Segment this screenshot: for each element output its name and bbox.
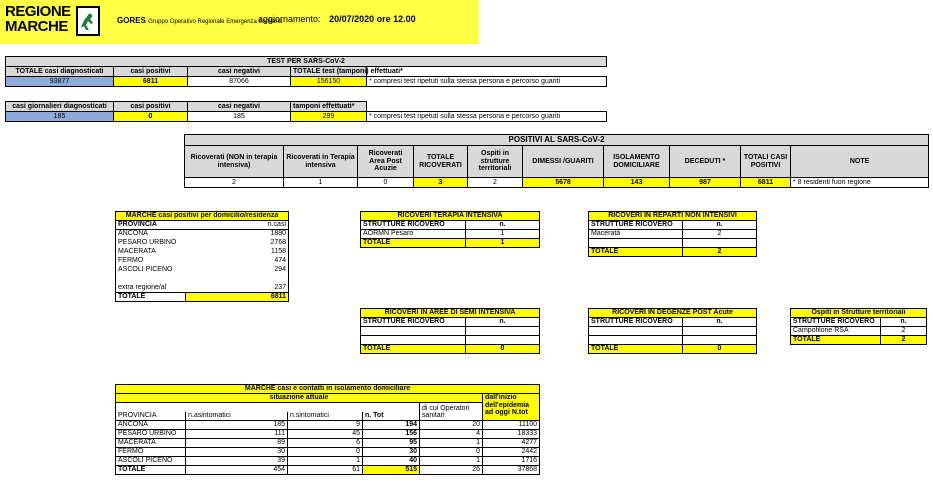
positivi-col-non-intensive: Ricoverati (NON in terapia intensiva): [185, 146, 284, 178]
non-intensive-col-structure: STRUTTURE RICOVERO: [589, 221, 683, 230]
province-total-value: 6811: [186, 293, 289, 302]
isolation-row-total: 30: [363, 448, 420, 457]
isolation-row-name: PESARO URBINO: [116, 430, 186, 439]
org-long: Gruppo Operativo Regionale Emergenza Sanitaria: [148, 19, 283, 25]
semi-intensive-table: [360, 308, 540, 354]
territorial-title: Ospiti in Strutture territoriali: [791, 309, 927, 318]
daily-col-total: casi giornalieri diagnosticati: [6, 102, 114, 112]
semi-intensive-total-label: TOTALE: [361, 345, 466, 354]
non-intensive-title: RICOVERI IN REPARTI NON INTENSIVI: [589, 212, 757, 221]
post-acute-total-value: 0: [683, 345, 757, 354]
territorial-total-value: 2: [881, 336, 927, 345]
positivi-val-total-hosp: 3: [414, 178, 468, 188]
daily-col-swabs: tamponi effettuati*: [291, 102, 367, 112]
non-intensive-total-value: 2: [683, 248, 757, 257]
isolation-row-name: FERMO: [116, 448, 186, 457]
test-col-positive: casi positivi: [114, 67, 188, 77]
update-value: 20/07/2020 ore 12.00: [329, 14, 416, 24]
post-acute-total-label: TOTALE: [589, 345, 683, 354]
positivi-col-total-hosp: TOTALE RICOVERATI: [414, 146, 468, 178]
positivi-val-non-intensive: 2: [185, 178, 284, 188]
test-val-swabs: 156150: [291, 77, 367, 87]
non-intensive-table: [588, 211, 757, 257]
province-row-value: 1880: [186, 230, 289, 239]
positivi-col-total-positive: TOTALI CASI POSITIVI: [741, 146, 791, 178]
isolation-row-since-start: 4277: [483, 439, 540, 448]
isolation-subtitle: situazione attuale: [116, 394, 483, 403]
territorial-row-name: Campofilone RSA: [791, 327, 881, 336]
isolation-col-since-start: dall'inizio dell'epidemia ad oggi N.tot: [483, 394, 540, 421]
province-row-name: PESARO URBINO: [116, 239, 186, 248]
territorial-total-label: TOTALE: [791, 336, 881, 345]
table-row: [116, 448, 540, 457]
non-intensive-total-label: TOTALE: [589, 248, 683, 257]
update-info: [258, 14, 416, 24]
ti-table: [360, 211, 540, 248]
isolation-col-total: n. Tot: [363, 412, 420, 421]
province-row-value: 294: [186, 266, 289, 275]
semi-intensive-title: RICOVERI IN AREE DI SEMI INTENSIVA: [361, 309, 540, 318]
positivi-val-intensive: 1: [284, 178, 358, 188]
isolation-col-asymptomatic: n.asintomatici: [186, 412, 288, 421]
isolation-row-asymptomatic: 39: [186, 457, 288, 466]
isolation-row-asymptomatic: 30: [186, 448, 288, 457]
positivi-col-deceased: DECEDUTI *: [670, 146, 741, 178]
table-row: [116, 430, 540, 439]
daily-val-positive: 0: [114, 112, 188, 122]
isolation-row-symptomatic: 1: [288, 457, 363, 466]
region-logo: [5, 4, 75, 34]
daily-col-negative: casi negativi: [188, 102, 291, 112]
isolation-row-asymptomatic: 185: [186, 421, 288, 430]
update-label: aggiornamento:: [258, 14, 321, 24]
positivi-val-post-acute: 0: [358, 178, 414, 188]
logo-line-2: MARCHE: [5, 18, 68, 35]
province-table: [115, 211, 289, 302]
isolation-row-operators: 20: [420, 421, 483, 430]
test-val-total: 93877: [6, 77, 114, 87]
territorial-col-structure: STRUTTURE RICOVERO: [791, 318, 881, 327]
isolation-table: [115, 384, 540, 475]
province-row-name: FERMO: [116, 257, 186, 266]
positivi-col-notes: NOTE: [791, 146, 929, 178]
isolation-col-province: PROVINCIA: [116, 412, 186, 421]
table-row: [116, 457, 540, 466]
isolation-total-operators: 26: [420, 466, 483, 475]
isolation-total-asymptomatic: 454: [186, 466, 288, 475]
post-acute-col-n: n.: [683, 318, 757, 327]
test-note: * compresi test ripetuti sulla stessa persona e percorso guariti: [367, 77, 607, 87]
positivi-col-territorial: Ospiti in strutture territoriali: [468, 146, 523, 178]
positivi-val-deceased: 987: [670, 178, 741, 188]
daily-note: * compresi test ripetuti sulla stessa persona e percorso guariti: [367, 112, 607, 122]
test-col-swabs: TOTALE test (tamponi) effettuati*: [291, 67, 367, 77]
isolation-row-since-start: 18333: [483, 430, 540, 439]
isolation-total-symptomatic: 61: [288, 466, 363, 475]
test-col-total: TOTALE casi diagnosticati: [6, 67, 114, 77]
positivi-title: POSITIVI AL SARS-CoV-2: [185, 135, 929, 146]
isolation-total-name: TOTALE: [116, 466, 186, 475]
province-total-label: TOTALE: [116, 293, 186, 302]
isolation-row-symptomatic: 45: [288, 430, 363, 439]
test-table: [5, 56, 607, 87]
isolation-row-since-start: 1716: [483, 457, 540, 466]
isolation-row-total: 95: [363, 439, 420, 448]
isolation-row-total: 156: [363, 430, 420, 439]
positivi-val-home-isolation: 143: [604, 178, 670, 188]
ti-row-value: 1: [466, 230, 540, 239]
isolation-row-operators: 1: [420, 439, 483, 448]
post-acute-title: RICOVERI IN DEGENZE POST Acute: [589, 309, 757, 318]
org-short: GORES: [117, 16, 146, 25]
province-col-cases: n.casi: [186, 221, 289, 230]
isolation-row-name: ASCOLI PICENO: [116, 457, 186, 466]
region-emblem-icon: [76, 6, 100, 36]
positivi-col-post-acute: Ricoverati Area Post Acuzie: [358, 146, 414, 178]
positivi-val-territorial: 2: [468, 178, 523, 188]
isolation-row-asymptomatic: 89: [186, 439, 288, 448]
positivi-table: [184, 134, 929, 188]
isolation-row-operators: 1: [420, 457, 483, 466]
semi-intensive-total-value: 0: [466, 345, 540, 354]
table-row-total: [116, 466, 540, 475]
test-val-positive: 6811: [114, 77, 188, 87]
positivi-col-home-isolation: ISOLAMENTO DOMICILIARE: [604, 146, 670, 178]
isolation-total-since-start: 37868: [483, 466, 540, 475]
isolation-row-symptomatic: 9: [288, 421, 363, 430]
post-acute-table: [588, 308, 757, 354]
semi-intensive-col-n: n.: [466, 318, 540, 327]
test-title: TEST PER SARS-CoV-2: [6, 57, 607, 67]
isolation-row-total: 40: [363, 457, 420, 466]
daily-col-positive: casi positivi: [114, 102, 188, 112]
semi-intensive-col-structure: STRUTTURE RICOVERO: [361, 318, 466, 327]
non-intensive-col-n: n.: [683, 221, 757, 230]
ti-total-label: TOTALE: [361, 239, 466, 248]
isolation-col-symptomatic: n.sintomatici: [288, 412, 363, 421]
ti-title: RICOVERI TERAPIA INTENSIVA: [361, 212, 540, 221]
isolation-row-symptomatic: 0: [288, 448, 363, 457]
province-row-name: MACERATA: [116, 248, 186, 257]
header-banner: [0, 0, 479, 44]
province-extra-value: 237: [186, 284, 289, 293]
isolation-row-since-start: 11100: [483, 421, 540, 430]
territorial-col-n: n.: [881, 318, 927, 327]
isolation-row-operators: 4: [420, 430, 483, 439]
non-intensive-row-name: Macerata: [589, 230, 683, 239]
positivi-col-intensive: Ricoverati in Terapia intensiva: [284, 146, 358, 178]
territorial-table: [790, 308, 927, 345]
logo-line-1: REGIONE: [5, 3, 71, 20]
daily-val-total: 185: [6, 112, 114, 122]
ti-row-name: AORMN Pesaro: [361, 230, 466, 239]
ti-col-structure: STRUTTURE RICOVERO: [361, 221, 466, 230]
province-extra-label: extra regione/al: [116, 284, 186, 293]
isolation-row-operators: 0: [420, 448, 483, 457]
province-row-value: 1158: [186, 248, 289, 257]
isolation-row-symptomatic: 6: [288, 439, 363, 448]
isolation-row-asymptomatic: 111: [186, 430, 288, 439]
table-row: [116, 421, 540, 430]
daily-table: [5, 101, 607, 122]
isolation-row-name: MACERATA: [116, 439, 186, 448]
province-row-value: 474: [186, 257, 289, 266]
province-col-province: PROVINCIA: [116, 221, 186, 230]
positivi-val-total-positive: 6811: [741, 178, 791, 188]
positivi-val-notes: * 8 residenti fuori regione: [791, 178, 929, 188]
ti-col-n: n.: [466, 221, 540, 230]
test-col-negative: casi negativi: [188, 67, 291, 77]
isolation-total-total: 515: [363, 466, 420, 475]
province-row-name: ASCOLI PICENO: [116, 266, 186, 275]
positivi-col-recovered: DIMESSI /GUARITI: [523, 146, 604, 178]
province-row-value: 2768: [186, 239, 289, 248]
non-intensive-row-value: 2: [683, 230, 757, 239]
province-row-name: ANCONA: [116, 230, 186, 239]
isolation-row-name: ANCONA: [116, 421, 186, 430]
positivi-val-recovered: 5678: [523, 178, 604, 188]
table-row: [116, 439, 540, 448]
isolation-col-operators: di cui Operatori sanitari: [420, 403, 483, 421]
province-title: MARCHE casi positivi per domicilio/residenza: [116, 212, 289, 221]
isolation-row-since-start: 2442: [483, 448, 540, 457]
post-acute-col-structure: STRUTTURE RICOVERO: [589, 318, 683, 327]
isolation-title: MARCHE casi e contatti in isolamento domiciliare: [116, 385, 540, 394]
daily-val-swabs: 299: [291, 112, 367, 122]
territorial-row-value: 2: [881, 327, 927, 336]
isolation-row-total: 194: [363, 421, 420, 430]
test-val-negative: 87066: [188, 77, 291, 87]
daily-val-negative: 185: [188, 112, 291, 122]
ti-total-value: 1: [466, 239, 540, 248]
